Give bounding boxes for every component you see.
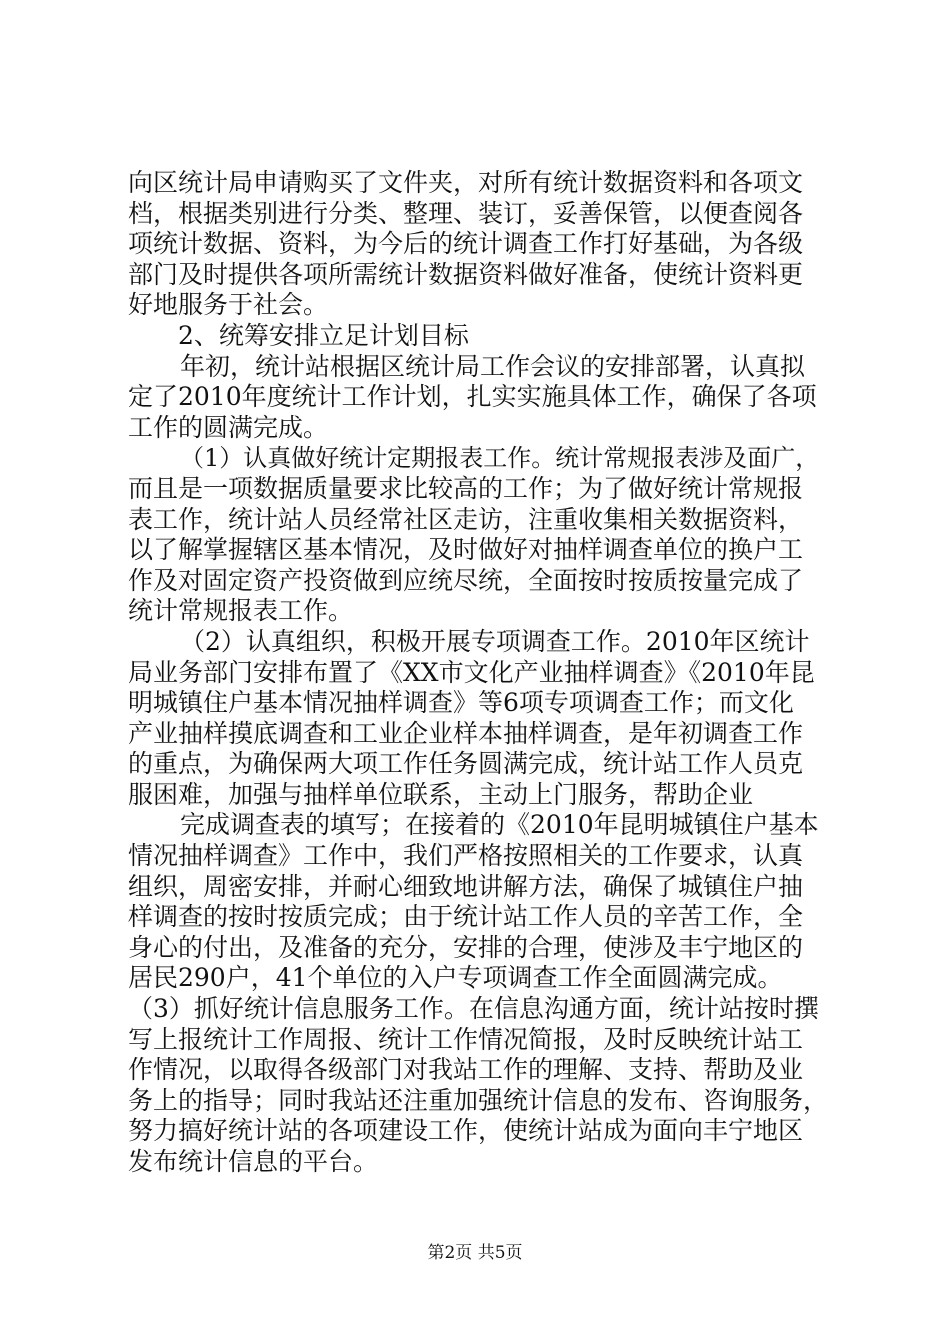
text-line: 写上报统计工作周报、统计工作情况简报，及时反映统计站工	[128, 1024, 804, 1054]
text-line: 样调查的按时按质完成；由于统计站工作人员的辛苦工作，全	[128, 902, 804, 932]
text-line: 以了解掌握辖区基本情况，及时做好对抽样调查单位的换户工	[128, 535, 804, 565]
text-line: 服困难，加强与抽样单位联系，主动上门服务，帮助企业	[128, 779, 754, 809]
text-line: 发布统计信息的平台。	[128, 1147, 379, 1176]
document-body	[128, 168, 828, 1178]
text-line: 务上的指导；同时我站还注重加强统计信息的发布、咨询服务，	[128, 1085, 829, 1115]
text-line: 档，根据类别进行分类、整理、装订，妥善保管，以便查阅各	[128, 198, 804, 228]
text-line: 局业务部门安排布置了《XX市文化产业抽样调查》《2010年昆	[128, 657, 815, 687]
text-line: 向区统计局申请购买了文件夹，对所有统计数据资料和各项文	[128, 168, 804, 197]
text-line: 组织，周密安排，并耐心细致地讲解方法，确保了城镇住户抽	[128, 871, 804, 901]
text-line: （1）认真做好统计定期报表工作。统计常规报表涉及面广，	[180, 444, 820, 473]
text-line: 产业抽样摸底调查和工业企业样本抽样调查，是年初调查工作	[128, 718, 804, 748]
text-line: 表工作，统计站人员经常社区走访，注重收集相关数据资料，	[128, 504, 804, 534]
text-line: 好地服务于社会。	[128, 290, 329, 320]
text-line: 身心的付出，及准备的充分，安排的合理，使涉及丰宁地区的	[128, 932, 804, 962]
text-line: 居民290户，41个单位的入户专项调查工作全面圆满完成。	[128, 963, 783, 993]
text-line: 的重点，为确保两大项工作任务圆满完成，统计站工作人员克	[128, 749, 804, 779]
text-line: 而且是一项数据质量要求比较高的工作；为了做好统计常规报	[128, 473, 804, 503]
text-line: 努力搞好统计站的各项建设工作，使统计站成为面向丰宁地区	[128, 1116, 804, 1146]
page-footer: 第2页 共5页	[427, 1243, 523, 1263]
text-line: 部门及时提供各项所需统计数据资料做好准备，使统计资料更	[128, 259, 804, 289]
text-line: 作情况，以取得各级部门对我站工作的理解、支持、帮助及业	[128, 1055, 804, 1085]
text-line: 2、统筹安排立足计划目标	[178, 320, 469, 350]
text-line: 情况抽样调查》工作中，我们严格按照相关的工作要求，认真	[128, 841, 804, 871]
text-line: 项统计数据、资料，为今后的统计调查工作打好基础，为各级	[128, 229, 804, 259]
text-line: 完成调查表的填写；在接着的《2010年昆明城镇住户基本	[180, 810, 819, 840]
text-line: 明城镇住户基本情况抽样调查》等6项专项调查工作；而文化	[128, 688, 794, 718]
text-line: 工作的圆满完成。	[128, 412, 329, 442]
text-line: 统计常规报表工作。	[128, 596, 354, 626]
text-line: 作及对固定资产投资做到应统尽统，全面按时按质按量完成了	[128, 565, 804, 595]
text-line: 年初，统计站根据区统计局工作会议的安排部署，认真拟	[180, 351, 806, 381]
text-line: （3）抓好统计信息服务工作。在信息沟通方面，统计站按时撰	[128, 994, 819, 1024]
text-line: （2）认真组织，积极开展专项调查工作。2010年区统计	[180, 626, 810, 656]
text-line: 定了2010年度统计工作计划，扎实实施具体工作，确保了各项	[128, 382, 817, 412]
